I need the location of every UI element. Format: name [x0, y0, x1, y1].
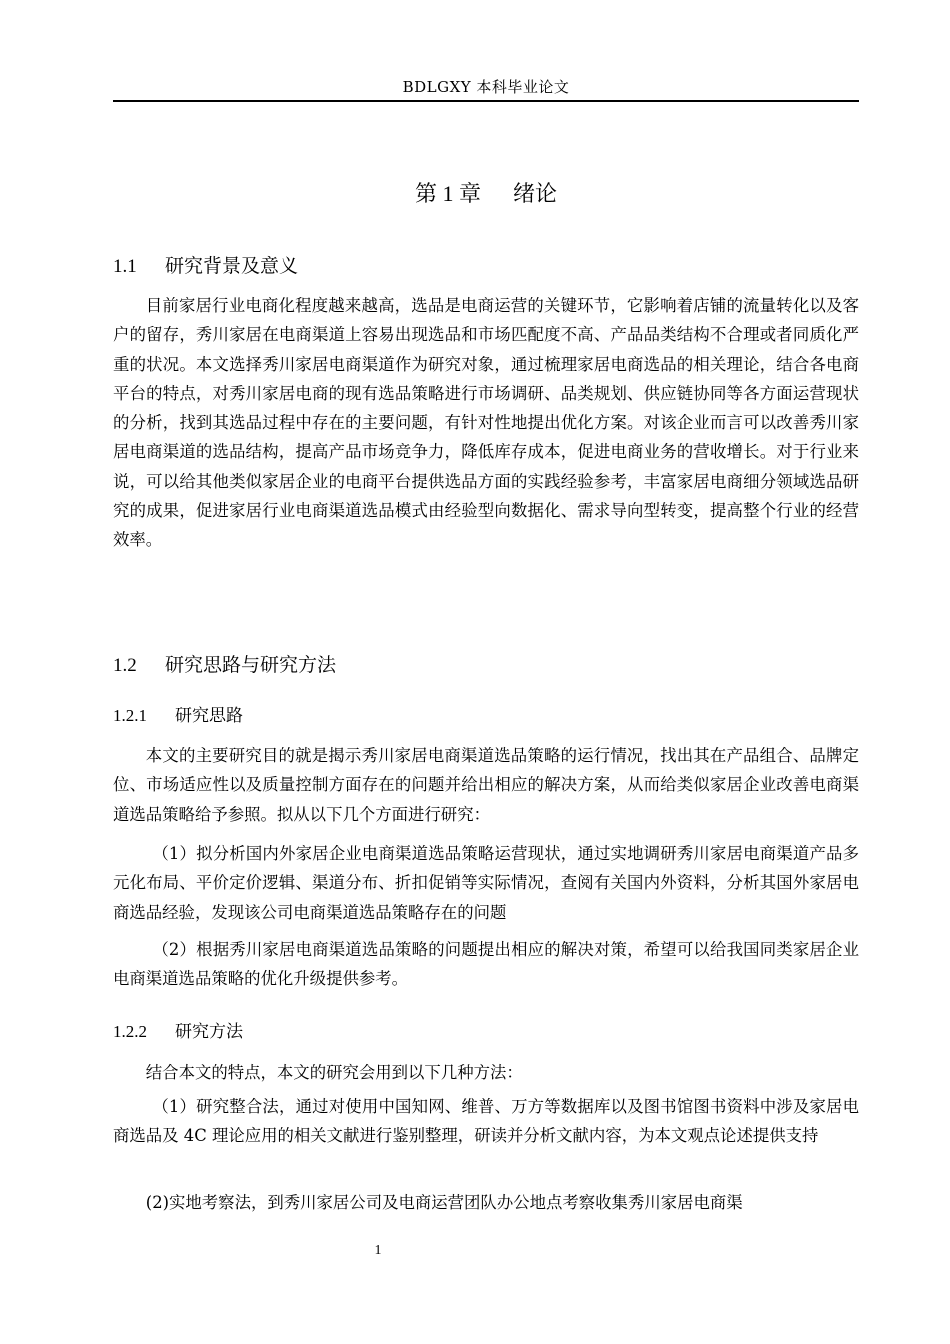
subsection-number: 1.2.1	[113, 706, 147, 725]
chapter-name: 绪论	[513, 182, 558, 207]
paragraph-background: 目前家居行业电商化程度越来越高，选品是电商运营的关键环节，它影响着店铺的流量转化以及客户的留存，秀川家居在电商渠道上容易出现选品和市场匹配度不高、产品品类结构不合理或者同质化严重的状况。本文选择秀川家居电商渠道作为研究对象，通过梳理家居电商选品的相关理论，结合各电商平台的特点，对秀川家居电商的现有选品策略进行市场调研、品类规划、供应链协同等各方面运营现状的分析，找到其选品过程中存在的主要问题，有针对性地提出优化方案。对该企业而言可以改善秀川家居电商渠道的选品结构，提高产品市场竞争力，降低库存成本，促进电商业务的营收增长。对于行业来说，可以给其他类似家居企业的电商平台提供选品方面的实践经验参考，丰富家居电商细分领域选品研究的成果，促进家居行业电商渠道选品模式由经验型向数据化、需求导向型转变，提高整个行业的经营效率。	[113, 296, 859, 550]
section-title: 研究背景及意义	[165, 255, 299, 277]
paragraph-method-2: (2)实地考察法，到秀川家居公司及电商运营团队办公地点考察收集秀川家居电商渠	[145, 1193, 743, 1212]
paragraph-research-idea: 本文的主要研究目的就是揭示秀川家居电商渠道选品策略的运行情况，找出其在产品组合、品牌定位、市场适应性以及质量控制方面存在的问题并给出相应的解决方案，从而给类似家居企业改善电商渠道选品策略给予参照。拟从以下几个方面进行研究：	[113, 746, 859, 824]
paragraph-methods-intro: 结合本文的特点，本文的研究会用到以下几种方法：	[145, 1063, 523, 1082]
section-number: 1.1	[113, 256, 137, 277]
running-header: BDLGXY 本科毕业论文	[402, 78, 570, 96]
subsection-heading-1-2-1	[113, 703, 243, 729]
page-number: 1	[374, 1243, 382, 1258]
chapter-title	[113, 178, 859, 211]
section-number: 1.2	[113, 655, 137, 676]
subsection-heading-1-2-2	[113, 1019, 243, 1045]
header-rule	[113, 100, 859, 102]
paragraph-research-item-2: （2）根据秀川家居电商渠道选品策略的问题提出相应的解决对策，希望可以给我国同类家居企业电商渠道选品策略的优化升级提供参考。	[113, 940, 859, 989]
section-heading-1-1	[113, 252, 298, 281]
subsection-title: 研究方法	[175, 1022, 243, 1042]
paragraph-method-1: （1）研究整合法，通过对使用中国知网、维普、万方等数据库以及图书馆图书资料中涉及家居电商选品及 4C 理论应用的相关文献进行鉴别整理，研读并分析文献内容，为本文观点论述提供支持	[113, 1097, 859, 1146]
section-title: 研究思路与研究方法	[165, 654, 337, 676]
paragraph-research-item-1: （1）拟分析国内外家居企业电商渠道选品策略运营现状，通过实地调研秀川家居电商渠道产品多元化布局、平价定价逻辑、渠道分布、折扣促销等实际情况，查阅有关国内外资料，分析其国外家居电商选品经验，发现该公司电商渠道选品策略存在的问题	[113, 844, 859, 922]
subsection-title: 研究思路	[175, 706, 243, 726]
section-heading-1-2	[113, 651, 336, 680]
chapter-number: 第 1 章	[414, 181, 481, 206]
subsection-number: 1.2.2	[113, 1022, 147, 1041]
